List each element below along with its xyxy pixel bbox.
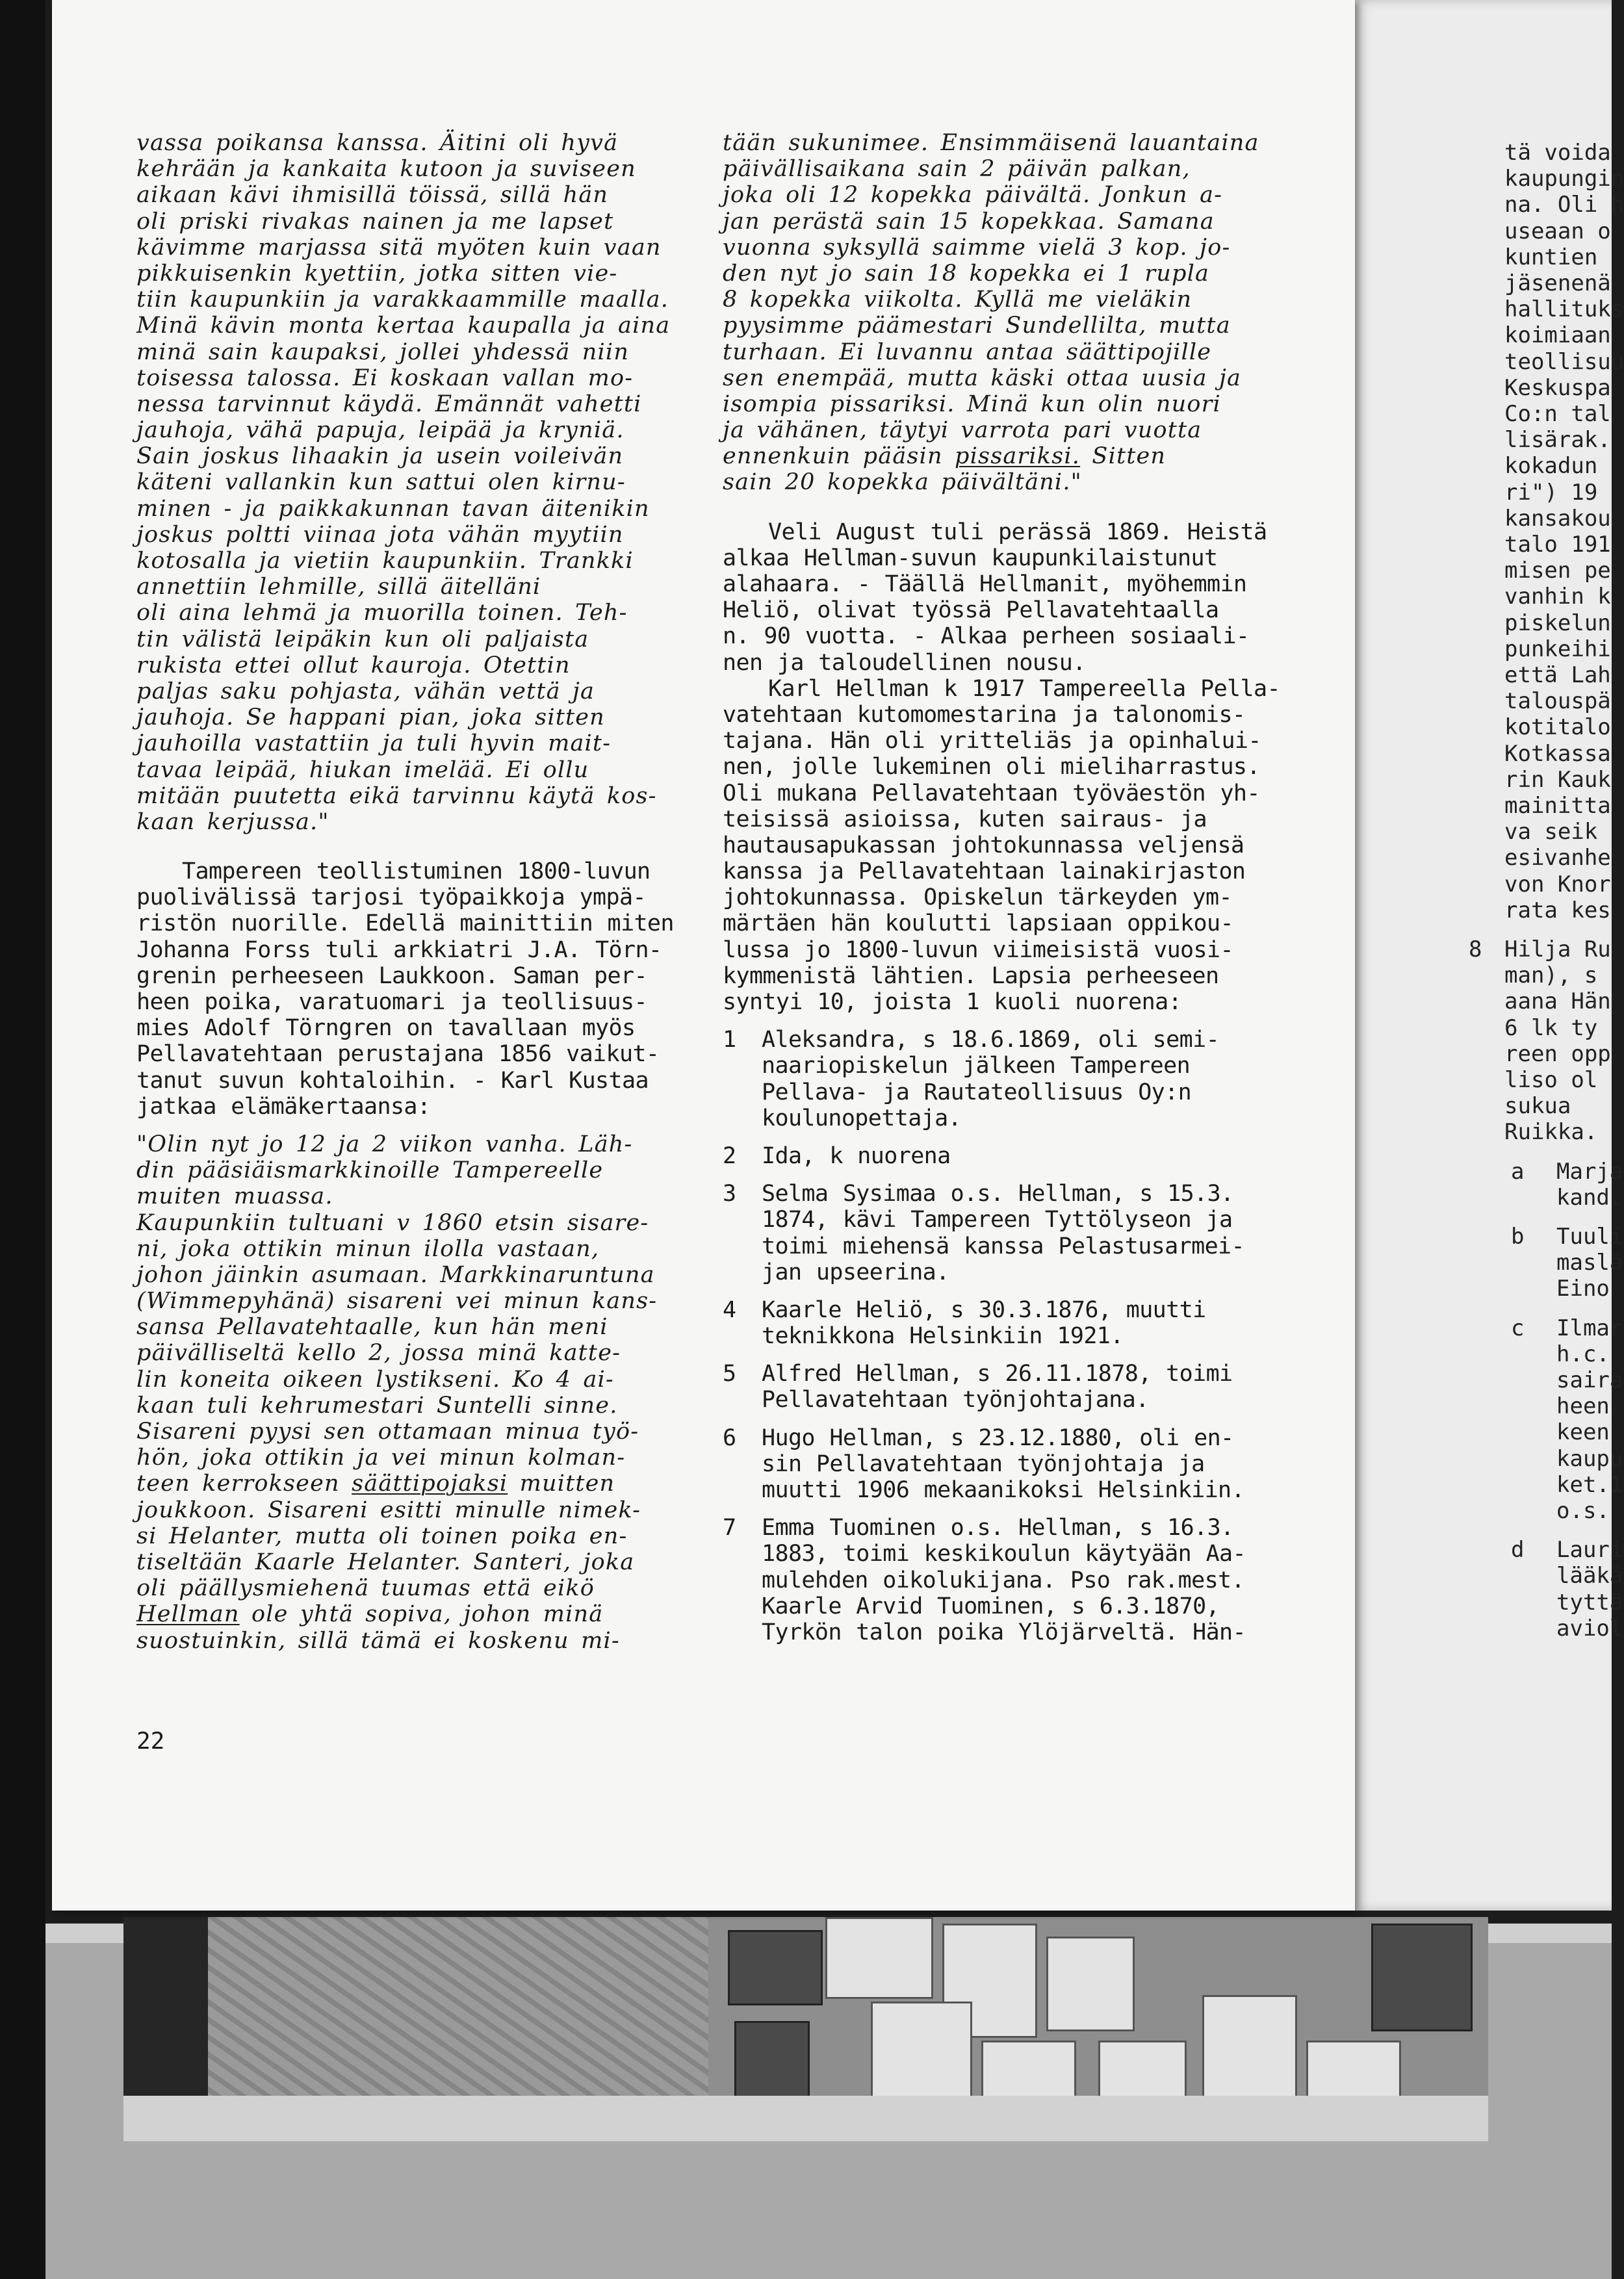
text-line: talouspä: [1504, 688, 1611, 715]
quote-line: suostuinkin, sillä tämä ei koskenu mi-: [136, 1627, 620, 1654]
text-line: nen, jolle lukeminen oli mieliharrastus.: [723, 754, 1260, 780]
text-line: vassa poikansa kanssa. Äitini oli hyvä: [136, 130, 619, 156]
text-line: syntyi 10, joista 1 kuoli nuorena:: [723, 989, 1182, 1015]
child-entry: [723, 1361, 1321, 1413]
text-line: talo 191: [1504, 532, 1611, 558]
text-line: Johanna Forss tuli arkkiatri J.A. Törn-: [136, 936, 662, 963]
text-line: isompia pissariksi. Minä kun olin nuori: [723, 391, 1221, 417]
text-line: kehrään ja kankaita kutoon ja suviseen: [136, 156, 636, 183]
text-line: oli priski rivakas nainen ja me lapset: [136, 208, 614, 235]
book-page: [52, 0, 1355, 1911]
text-line: Hugo Hellman, s 23.12.1880, oli en-: [762, 1424, 1234, 1451]
text-line: 6 lk ty: [1504, 1014, 1598, 1041]
text-line: lin koneita oikeen lystikseni. Ko 4 ai-: [136, 1366, 614, 1393]
text-line: piskelun: [1504, 610, 1611, 636]
child-entry: [723, 1297, 1321, 1349]
text-line: Pellava- ja Rautateollisuus Oy:n: [762, 1079, 1192, 1105]
text-line: heen poika, varatuomari ja teollisuus-: [136, 989, 647, 1015]
text-line: sin Pellavatehtaan työnjohtaja ja: [762, 1450, 1205, 1477]
text-line: kaupungin: [1504, 166, 1624, 192]
text-line: Marja: [1556, 1158, 1623, 1185]
text-line: alahaara. - Täällä Hellmanit, myöhemmin: [723, 571, 1247, 597]
text-line: jauhoja, vähä papuja, leipää ja kryniä.: [136, 417, 625, 444]
veli-paragraph: [723, 519, 1321, 676]
text-line: keen: [1556, 1419, 1610, 1446]
text-line: 1874, kävi Tampereen Tyttölyseon ja: [762, 1207, 1233, 1233]
text-line: mulehden oikolukijana. Pso rak.mest.: [762, 1567, 1244, 1593]
text-line: Alfred Hellman, s 26.11.1878, toimi: [762, 1361, 1233, 1387]
child-number: 2: [723, 1142, 736, 1169]
cover-label-card: [728, 1930, 823, 2005]
text-line: koulunopettaja.: [762, 1105, 962, 1131]
text-line: reen opp: [1504, 1040, 1611, 1067]
text-line: vatehtaan kutomomestarina ja talonomis-: [723, 701, 1246, 728]
text-line: mainitta: [1504, 793, 1611, 819]
text-line: muiten muassa.: [136, 1183, 333, 1210]
text-line: lussa jo 1800-luvun viimeisistä vuosi-: [723, 936, 1233, 963]
text-line: rin Kauk: [1504, 766, 1611, 793]
text-line: va seik: [1504, 819, 1598, 845]
text-line: Eino: [1556, 1276, 1610, 1302]
text-line: von Knor: [1504, 871, 1611, 897]
text-line: man), s: [1504, 962, 1598, 989]
text-line: kaupu: [1556, 1445, 1623, 1472]
text-line: na. Oli h: [1504, 192, 1624, 218]
child-entry: [723, 1027, 1321, 1131]
text-line: Tyrkön talon poika Ylöjärveltä. Hän-: [762, 1619, 1246, 1645]
text-line: Heliö, olivat työssä Pellavatehtaalla: [723, 597, 1219, 624]
text-line: Kaarle Heliö, s 30.3.1876, muutti: [762, 1296, 1206, 1323]
text-line: kanssa ja Pellavatehtaan lainakirjaston: [723, 858, 1246, 885]
text-line: tiseltään Kaarle Helanter. Santeri, joka: [136, 1549, 635, 1575]
text-line: Tuuli: [1556, 1224, 1623, 1250]
text-line: jan perästä sain 15 kopekkaa. Samana: [723, 208, 1215, 235]
child-number: 5: [723, 1361, 736, 1387]
text-line: esivanhe: [1504, 845, 1611, 871]
text-line: tä voida: [1504, 140, 1611, 166]
text-line: n. 90 vuotta. - Alkaa perheen sosiaali-: [723, 623, 1250, 650]
text-line: Kaupunkiin tultuani v 1860 etsin sisare-: [136, 1209, 649, 1236]
child-number: 1: [723, 1027, 736, 1053]
text-line: käteni vallankin kun sattui olen kirnu-: [136, 469, 626, 496]
text-line: alkaa Hellman-suvun kaupunkilaistunut: [723, 545, 1218, 571]
left-column: [136, 130, 689, 1654]
text-line: tin välistä leipäkin kun oli paljaista: [136, 626, 589, 652]
text-line: Ruikka.: [1504, 1119, 1598, 1146]
text-line: si Helanter, mutta oli toinen poika en-: [136, 1523, 628, 1549]
text-line: Oli mukana Pellavatehtaan työväestön yh-: [723, 780, 1260, 806]
adjacent-page: [1355, 0, 1624, 1911]
text-line: minä sain kaupaksi, jollei yhdessä niin: [136, 339, 630, 365]
text-line: sen enempää, mutta käski ottaa uusia ja: [723, 365, 1242, 391]
text-line: johon jäinkin asumaan. Markkinaruntuna: [136, 1261, 655, 1288]
text-line: ni, joka ottikin minun ilolla vastaan,: [136, 1235, 600, 1262]
text-line: Aleksandra, s 18.6.1869, oli semi-: [762, 1027, 1220, 1053]
text-line: toimi miehensä kanssa Pelastusarmei-: [762, 1233, 1244, 1259]
text-line: muutti 1906 mekaanikoksi Helsinkiin.: [762, 1477, 1244, 1503]
text-line: tään sukunimee. Ensimmäisenä lauantaina: [723, 130, 1259, 156]
text-line: jan upseerina.: [762, 1259, 949, 1285]
text-line: aikaan kävi ihmisillä töissä, sillä hän: [136, 182, 609, 209]
list-number: a: [1511, 1158, 1525, 1185]
text-line: lääkä: [1556, 1563, 1623, 1590]
text-line: teollisuu: [1504, 348, 1624, 375]
text-line: kokadun: [1504, 453, 1598, 480]
text-line: liso ol: [1504, 1067, 1598, 1093]
child-entry: [723, 1143, 1321, 1169]
quote-line: teen kerrokseen säättipojaksi muitten: [136, 1471, 615, 1497]
underlined-term: Hellman: [136, 1601, 240, 1628]
text-line: tanut suvun kohtaloihin. - Karl Kustaa: [136, 1067, 649, 1094]
text-line: joukkoon. Sisareni esitti minulle nimek-: [136, 1497, 641, 1523]
text-line: o.s.: [1556, 1498, 1610, 1524]
quote-continuation-right: [723, 130, 1321, 496]
text-line: pyysimme päämestari Sundellilta, mutta: [723, 313, 1231, 339]
quote-line: sain 20 kopekka päivältäni.": [723, 469, 1082, 496]
text-line: maslä: [1556, 1250, 1623, 1276]
text-line: Veli August tuli perässä 1869. Heistä: [768, 519, 1267, 545]
text-line: tajana. Hän oli yritteliäs ja opinhalui-: [723, 728, 1261, 754]
text-line: ket.1: [1556, 1471, 1623, 1498]
text-line: Kotkassa: [1504, 740, 1611, 767]
text-line: saira: [1556, 1367, 1623, 1393]
text-line: kaan tuli kehrumestari Suntelli sinne.: [136, 1392, 618, 1419]
text-line: Ilmar: [1556, 1315, 1623, 1341]
text-line: joskus poltti viinaa jota vähän myytiin: [136, 521, 624, 548]
text-line: Karl Hellman k 1917 Tampereella Pella-: [768, 675, 1280, 702]
child-number: 3: [723, 1181, 736, 1207]
text-line: Selma Sysimaa o.s. Hellman, s 15.3.: [762, 1181, 1234, 1207]
karl-paragraph: [723, 676, 1321, 1015]
text-line: tavaa leipää, hiukan imelää. Ei ollu: [136, 756, 589, 783]
text-line: puolivälissä tarjosi työpaikkoja ympä-: [136, 884, 646, 911]
text-line: johtokunnassa. Opiskelun tärkeyden ym-: [723, 884, 1232, 911]
text-line: tiin kaupunkiin ja varakkaammille maalla.: [136, 287, 669, 313]
scanner-edge-left: [0, 0, 45, 2279]
text-line: h.c.: [1556, 1341, 1610, 1367]
text-line: rukista ettei ollut kauroja. Otettin: [136, 652, 571, 678]
text-line: hallituks: [1504, 296, 1624, 323]
text-line: hön, joka ottikin ja vei minun kolman-: [136, 1445, 626, 1471]
text-line: kävimme marjassa sitä myöten kuin vaan: [136, 234, 662, 261]
children-list: [723, 1027, 1321, 1645]
text-line: nen ja taloudellinen nousu.: [723, 649, 1086, 676]
quote-line: ennenkuin pääsin pissariksi. Sitten: [723, 443, 1166, 470]
text-line: teisissä asioissa, kuten sairaus- ja: [723, 806, 1207, 832]
text-line: jauhoilla vastattiin ja tuli hyvin mait-: [136, 730, 612, 757]
text-line: oli aina lehmä ja muorilla toinen. Teh-: [136, 600, 628, 626]
child-number: 6: [723, 1424, 736, 1451]
cover-label-card: [1371, 1924, 1473, 2031]
industry-paragraph: [136, 858, 689, 1120]
text-line: turhaan. Ei luvannu antaa säättipojille: [723, 339, 1212, 365]
text-line: märtäen hän koulutti lapsiaan oppikou-: [723, 910, 1233, 937]
text-line: Emma Tuominen o.s. Hellman, s 16.3.: [762, 1515, 1234, 1541]
cover-label-card: [825, 1917, 933, 1999]
text-line: teknikkona Helsinkiin 1921.: [762, 1323, 1124, 1350]
text-line: aana Hän: [1504, 988, 1611, 1015]
child-entry: [723, 1515, 1321, 1645]
text-line: useaan o: [1504, 218, 1611, 244]
text-line: ja vähänen, täytyi varrota pari vuotta: [723, 417, 1202, 444]
text-line: kotosalla ja vietiin kaupunkiin. Trankki: [136, 548, 634, 574]
text-line: 1883, toimi keskikoulun käytyään Aa-: [762, 1541, 1246, 1567]
text-line: "Olin nyt jo 12 ja 2 viikon vanha. Läh-: [136, 1131, 633, 1157]
quote-continuation: [136, 130, 689, 835]
text-line: Minä kävin monta kertaa kaupalla ja aina: [136, 313, 671, 339]
text-line: lisärak.: [1504, 427, 1611, 454]
text-line: annettiin lehmille, sillä äitelläni: [136, 574, 541, 600]
text-line: pikkuisenkin kyettiin, jotka sitten vie-: [136, 260, 618, 287]
text-line: oli päällysmiehenä tuumas että eikö: [136, 1575, 595, 1602]
text-line: vanhin k: [1504, 584, 1611, 610]
text-line: vuonna syksyllä saimme vielä 3 kop. jo-: [723, 234, 1231, 261]
list-number: b: [1511, 1224, 1525, 1250]
text-line: grenin perheeseen Laukkoon. Saman per-: [136, 962, 647, 989]
text-line: 8 kopekka viikolta. Kyllä me vieläkin: [723, 287, 1192, 313]
text-line: kymmenistä lähtien. Lapsia perheeseen: [723, 962, 1219, 989]
text-line: päivällisaikana sain 2 päivän palkan,: [723, 156, 1191, 183]
text-line: tyttä: [1556, 1589, 1623, 1616]
text-line: toisessa talossa. Ei koskaan vallan mo-: [136, 365, 634, 391]
text-line: kansakou: [1504, 505, 1611, 532]
text-line: Lauri: [1556, 1537, 1623, 1564]
text-line: den nyt jo sain 18 kopekka ei 1 rupla: [723, 260, 1210, 287]
list-number: d: [1511, 1537, 1525, 1564]
text-line: Co:n tal: [1504, 401, 1611, 427]
text-line: kotitalo: [1504, 714, 1611, 741]
text-line: Tampereen teollistuminen 1800-luvun: [182, 858, 651, 885]
text-line: Ida, k nuorena: [762, 1142, 951, 1169]
cover-bottom-edge: [123, 2096, 1488, 2141]
text-line: jauhoja. Se happani pian, joka sitten: [136, 704, 605, 731]
text-line: Sain joskus lihaakin ja usein voileivän: [136, 443, 624, 470]
text-line: jäsenenä: [1504, 270, 1611, 296]
text-line: mitään puutetta eikä tarvinnu käytä kos-: [136, 782, 657, 809]
text-line: jatkaa elämäkertaansa:: [136, 1093, 431, 1120]
text-line: ri") 19: [1504, 479, 1598, 506]
text-line: mies Adolf Törngren on tavallaan myös: [136, 1015, 636, 1042]
text-line: Keskuspa: [1504, 374, 1611, 401]
text-line: kaan kerjussa.": [136, 808, 329, 835]
text-line: päivälliseltä kello 2, jossa minä katte-: [136, 1340, 621, 1367]
text-line: Pellavatehtaan perustajana 1856 vaikut-: [136, 1041, 660, 1068]
list-number: 8: [1469, 936, 1482, 962]
text-line: (Wimmepyhänä) sisareni vei minun kans-: [136, 1288, 658, 1315]
text-line: joka oli 12 kopekka päivältä. Jonkun a-: [723, 182, 1223, 209]
text-line: punkeihi: [1504, 636, 1611, 662]
text-line: Hilja Ru: [1504, 936, 1611, 962]
text-line: heen: [1556, 1393, 1610, 1420]
text-line: kuntien: [1504, 244, 1598, 270]
text-line: rata kes: [1504, 897, 1611, 923]
child-entry: [723, 1425, 1321, 1504]
text-line: nessa tarvinnut käydä. Emännät vahetti: [136, 391, 642, 417]
text-line: ristön nuorille. Edellä mainittiin miten: [136, 910, 674, 937]
underlined-term: säättipojaksi: [352, 1471, 508, 1497]
text-line: paljas saku pohjasta, vähän vettä ja: [136, 678, 595, 704]
autobiography-quote: [136, 1131, 689, 1654]
child-entry: [723, 1181, 1321, 1285]
right-column: [723, 130, 1321, 1645]
text-line: Kaarle Arvid Tuominen, s 6.3.1870,: [762, 1593, 1220, 1619]
page-number: 22: [136, 1728, 165, 1755]
quote-line: Hellman ole yhtä sopiva, johon minä: [136, 1601, 604, 1628]
text-line: Sisareni pyysi sen ottamaan minua työ-: [136, 1419, 639, 1445]
text-line: minen - ja paikkakunnan tavan äitenikin: [136, 495, 650, 522]
text-line: misen pe: [1504, 558, 1611, 584]
text-line: naariopiskelun jälkeen Tampereen: [762, 1053, 1191, 1079]
text-line: koimiaan: [1504, 322, 1611, 349]
text-line: Pellavatehtaan työnjohtajana.: [762, 1387, 1149, 1413]
list-number: c: [1511, 1315, 1525, 1341]
underlined-term: pissariksi.: [955, 443, 1081, 470]
child-number: 7: [723, 1515, 736, 1541]
text-line: että Lah: [1504, 662, 1611, 688]
cover-label-card: [1046, 1937, 1135, 2031]
text-line: din pääsiäismarkkinoille Tampereelle: [136, 1157, 604, 1184]
text-line: sukua: [1504, 1093, 1571, 1120]
text-line: aviol: [1556, 1615, 1623, 1642]
text-line: sansa Pellavatehtaalle, kun hän meni: [136, 1314, 608, 1341]
text-line: kand.: [1556, 1184, 1623, 1211]
child-number: 4: [723, 1296, 736, 1323]
text-line: hautausapukassan johtokunnassa veljensä: [723, 832, 1244, 858]
